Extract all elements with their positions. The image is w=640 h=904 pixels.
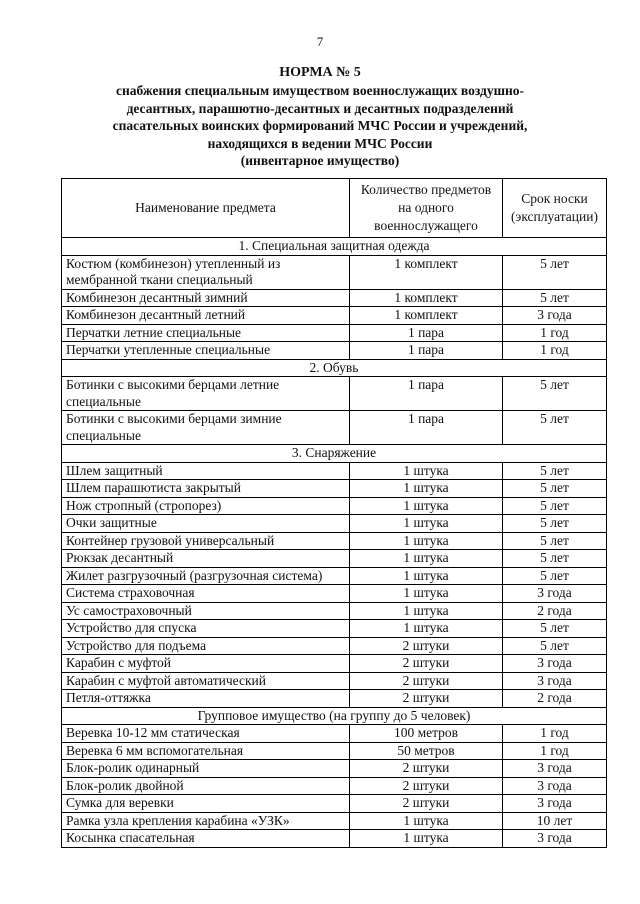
table-body [62,238,607,848]
item-term: 5 лет [503,515,607,533]
subtitle-line: (инвентарное имущество) [240,153,400,169]
item-quantity: 1 комплект [350,307,503,325]
item-term: 3 года [503,760,607,778]
item-name: Карабин с муфтой автоматический [62,672,350,690]
table-row [62,480,607,498]
norm-table [61,178,607,848]
item-name: Перчатки летние специальные [62,324,350,342]
item-quantity: 2 штуки [350,672,503,690]
section-title: 1. Специальная защитная одежда [62,238,607,256]
item-quantity: 1 штука [350,480,503,498]
item-quantity: 1 штука [350,532,503,550]
item-term: 3 года [503,795,607,813]
item-name: Система страховочная [62,585,350,603]
item-term: 5 лет [503,550,607,568]
item-quantity: 1 пара [350,377,503,411]
item-term: 5 лет [503,255,607,289]
item-quantity: 1 комплект [350,289,503,307]
table-row [62,672,607,690]
item-name: Перчатки утепленные специальные [62,342,350,360]
item-name: Петля-оттяжка [62,690,350,708]
item-quantity: 1 пара [350,411,503,445]
table-row [62,812,607,830]
item-term: 3 года [503,777,607,795]
item-term: 1 год [503,725,607,743]
item-term: 1 год [503,342,607,360]
table-row [62,585,607,603]
section-row [62,359,607,377]
item-term: 1 год [503,324,607,342]
item-name: Карабин с муфтой [62,655,350,673]
item-quantity: 1 комплект [350,255,503,289]
section-title: 2. Обувь [62,359,607,377]
item-name: Блок-ролик одинарный [62,760,350,778]
table-row [62,342,607,360]
item-quantity: 2 штуки [350,690,503,708]
item-quantity: 2 штуки [350,795,503,813]
item-quantity: 1 штука [350,602,503,620]
table-row [62,532,607,550]
item-term: 5 лет [503,411,607,445]
item-name: Рюкзак десантный [62,550,350,568]
header-name: Наименование предмета [62,179,350,238]
item-name: Комбинезон десантный зимний [62,289,350,307]
item-quantity: 1 штука [350,567,503,585]
table-row [62,725,607,743]
item-name: Ус самостраховочный [62,602,350,620]
table-row [62,377,607,411]
table-row [62,620,607,638]
section-title: 3. Снаряжение [62,445,607,463]
section-row [62,707,607,725]
item-quantity: 1 штука [350,585,503,603]
item-name: Веревка 10-12 мм статическая [62,725,350,743]
table-row [62,795,607,813]
item-name: Комбинезон десантный летний [62,307,350,325]
item-name: Костюм (комбинезон) утепленный из мембранной ткани специальный [62,255,350,289]
section-row [62,445,607,463]
table-row [62,602,607,620]
table-row [62,567,607,585]
subtitle-line: снабжения специальным имуществом военнослужащих воздушно- [115,83,525,98]
table-header-row [62,179,607,238]
item-term: 3 года [503,672,607,690]
item-quantity: 1 штука [350,620,503,638]
item-term: 5 лет [503,377,607,411]
item-term: 2 года [503,602,607,620]
table-row [62,324,607,342]
table-row [62,637,607,655]
table-row [62,411,607,445]
item-quantity: 2 штуки [350,655,503,673]
item-name: Ботинки с высокими берцами зимние специальные [62,411,350,445]
table-row [62,497,607,515]
item-term: 3 года [503,830,607,848]
table-row [62,255,607,289]
header-quantity: Количество предметов на одного военнослужащего [350,179,503,238]
item-term: 10 лет [503,812,607,830]
table-row [62,760,607,778]
item-quantity: 2 штуки [350,777,503,795]
section-title: Групповое имущество (на группу до 5 человек) [62,707,607,725]
item-term: 3 года [503,307,607,325]
item-quantity: 1 штука [350,812,503,830]
item-name: Устройство для подъема [62,637,350,655]
table-row [62,289,607,307]
item-name: Контейнер грузовой универсальный [62,532,350,550]
table-row [62,655,607,673]
item-name: Шлем парашютиста закрытый [62,480,350,498]
item-name: Рамка узла крепления карабина «УЗК» [62,812,350,830]
page-number: 7 [316,34,324,49]
item-name: Шлем защитный [62,462,350,480]
item-quantity: 1 штука [350,830,503,848]
item-term: 5 лет [503,637,607,655]
item-term: 3 года [503,655,607,673]
item-name: Устройство для спуска [62,620,350,638]
table-row [62,462,607,480]
table-row [62,777,607,795]
item-name: Сумка для веревки [62,795,350,813]
table-row [62,550,607,568]
item-quantity: 1 штука [350,497,503,515]
document-subtitle [60,82,580,170]
item-quantity: 1 пара [350,324,503,342]
table-row [62,830,607,848]
item-quantity: 1 пара [350,342,503,360]
item-term: 5 лет [503,497,607,515]
item-name: Блок-ролик двойной [62,777,350,795]
item-term: 5 лет [503,480,607,498]
item-term: 1 год [503,742,607,760]
item-quantity: 1 штука [350,462,503,480]
item-name: Нож стропный (стропорез) [62,497,350,515]
item-name: Ботинки с высокими берцами летние специальные [62,377,350,411]
item-name: Веревка 6 мм вспомогательная [62,742,350,760]
section-row [62,238,607,256]
document-title: НОРМА № 5 [279,65,361,80]
item-quantity: 1 штука [350,515,503,533]
item-term: 3 года [503,585,607,603]
item-quantity: 2 штуки [350,637,503,655]
item-term: 2 года [503,690,607,708]
subtitle-line: находящихся в ведении МЧС России [207,135,433,151]
item-quantity: 50 метров [350,742,503,760]
item-term: 5 лет [503,532,607,550]
table-row [62,307,607,325]
subtitle-line: десантных, парашютно-десантных и десантных подразделений [126,100,514,116]
item-name: Косынка спасательная [62,830,350,848]
item-name: Жилет разгрузочный (разгрузочная система) [62,567,350,585]
table-row [62,742,607,760]
item-term: 5 лет [503,620,607,638]
table-row [62,690,607,708]
table-row [62,515,607,533]
item-quantity: 1 штука [350,550,503,568]
item-quantity: 2 штуки [350,760,503,778]
item-name: Очки защитные [62,515,350,533]
subtitle-line: спасательных воинских формирований МЧС России и учреждений, [112,118,528,134]
item-term: 5 лет [503,289,607,307]
item-term: 5 лет [503,567,607,585]
item-term: 5 лет [503,462,607,480]
header-term: Срок носки (эксплуатации) [503,179,607,238]
item-quantity: 100 метров [350,725,503,743]
